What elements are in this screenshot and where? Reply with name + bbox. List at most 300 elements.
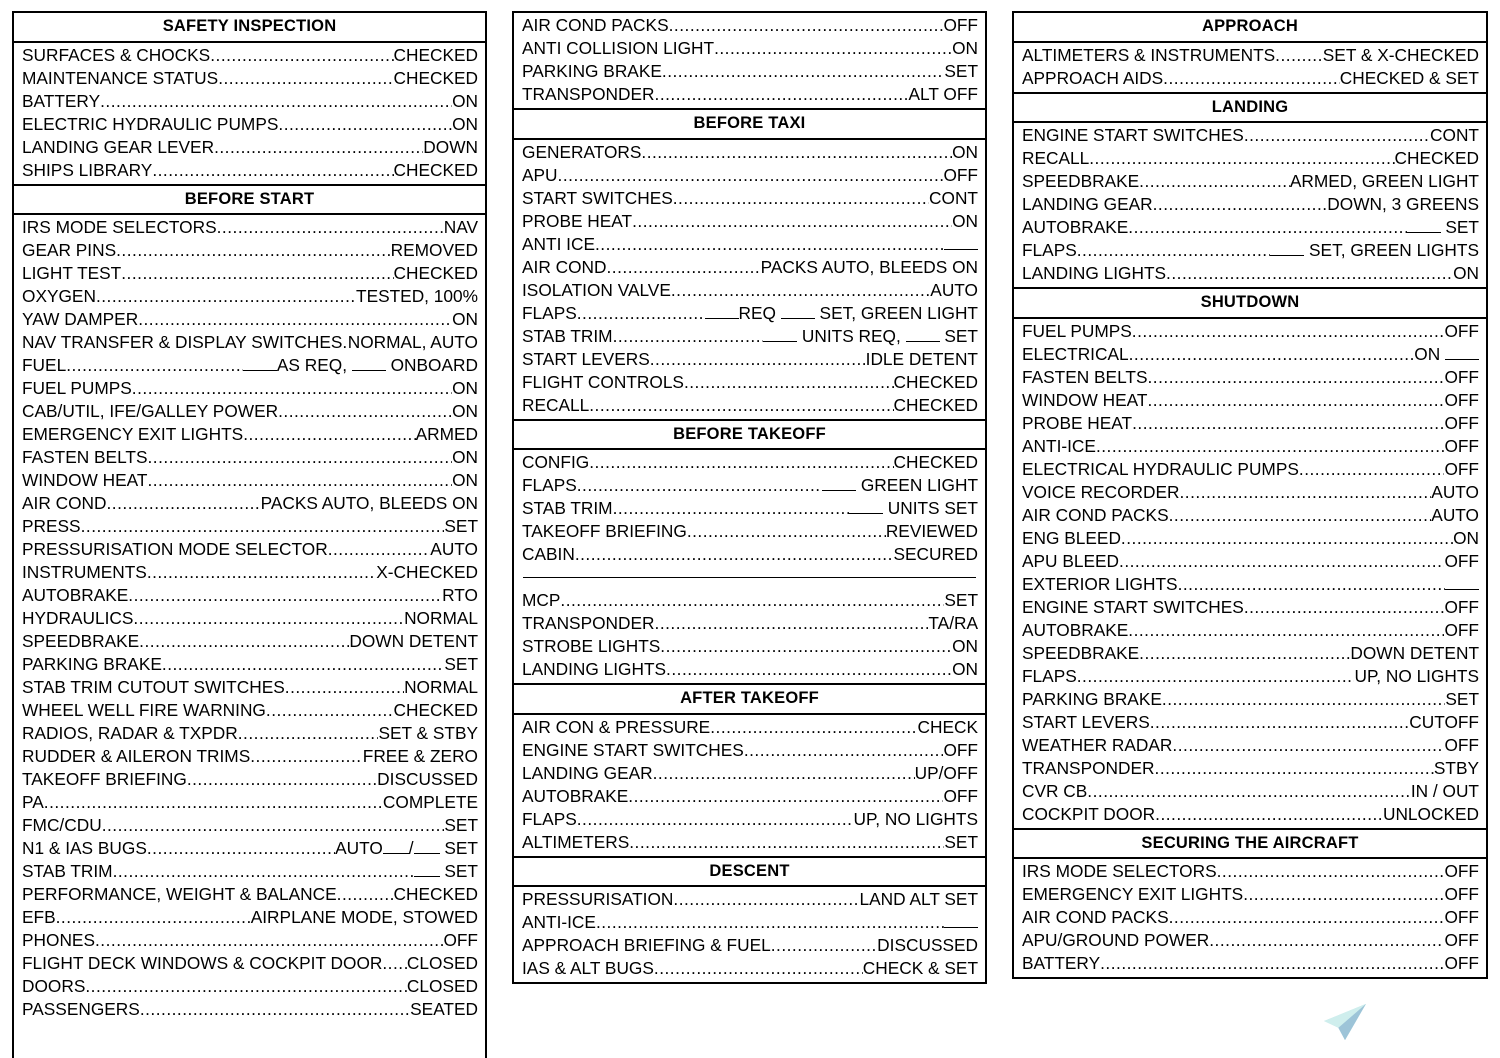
checklist-section	[512, 110, 987, 421]
checklist-row	[14, 630, 485, 653]
checklist-item-state: CHECKED	[893, 371, 978, 392]
dot-leader	[85, 975, 407, 992]
checklist-item-state: SET	[944, 590, 978, 611]
checklist-item-label: BATTERY	[1022, 953, 1101, 974]
checklist-item-state: ON	[952, 659, 978, 680]
dot-leader	[1299, 458, 1445, 475]
checklist-item-state: SET	[1407, 216, 1479, 239]
checklist-row	[14, 814, 485, 837]
dot-leader	[218, 67, 393, 84]
checklist-item-label: INSTRUMENTS	[22, 562, 147, 583]
checklist-item-state: RTO	[442, 585, 478, 606]
fill-in-blank[interactable]	[763, 325, 797, 341]
checklist-item-label: FMC/CDU	[22, 815, 102, 836]
checklist-item-state: OFF	[1444, 953, 1479, 974]
checklist-item-label: PERFORMANCE, WEIGHT & BALANCE	[22, 884, 337, 905]
dot-leader	[669, 14, 944, 31]
checklist-item-label: FLIGHT DECK WINDOWS & COCKPIT DOOR	[22, 953, 383, 974]
checklist-item-label: LANDING GEAR LEVER	[22, 136, 215, 157]
checklist-item-label: AIR COND PACKS	[522, 15, 669, 36]
dot-leader	[1139, 170, 1290, 187]
checklist-item-label: WEATHER RADAR	[1022, 734, 1173, 755]
checklist-item-label: PASSENGERS	[22, 999, 140, 1020]
checklist-item-state: OFF	[1444, 619, 1479, 640]
checklist-row	[14, 722, 485, 745]
checklist-item-label: LANDING GEAR	[1022, 194, 1153, 215]
checklist-row	[1014, 619, 1486, 642]
dot-leader	[714, 37, 952, 54]
checklist-item-label: AUTOBRAKE	[1022, 217, 1129, 238]
checklist-row	[14, 676, 485, 699]
fill-in-blank[interactable]	[822, 475, 856, 491]
checklist-row	[14, 113, 485, 136]
fill-in-blank[interactable]	[944, 233, 978, 249]
section-header: DESCENT	[514, 858, 985, 888]
checklist-item-state: PACKS AUTO, BLEEDS ON	[260, 493, 478, 514]
checklist-item-label: TRANSPONDER	[522, 613, 655, 634]
dot-leader	[382, 952, 407, 969]
checklist-row	[1014, 906, 1486, 929]
checklist-item-label: FLAPS	[1022, 665, 1077, 686]
section-body	[1014, 859, 1486, 977]
fill-in-blank[interactable]	[414, 838, 440, 854]
dot-leader	[250, 745, 363, 762]
dot-leader	[650, 348, 866, 365]
checklist-row	[514, 394, 985, 417]
checklist-row	[514, 934, 985, 957]
fill-in-blank[interactable]	[1445, 573, 1479, 589]
checklist-item-label: FUEL PUMPS	[22, 378, 132, 399]
dot-leader	[152, 159, 393, 176]
dot-leader	[595, 233, 944, 250]
checklist-item-label: GEAR PINS	[22, 240, 117, 261]
checklist-item-label: FUEL	[22, 355, 67, 376]
dot-leader	[771, 934, 877, 951]
dot-leader	[629, 831, 944, 848]
checklist-item-label: WINDOW HEAT	[22, 470, 148, 491]
checklist-item-label: ANTI COLLISION LIGHT	[522, 38, 715, 59]
checklist-item-state: UP, NO LIGHTS	[853, 808, 978, 829]
checklist-row	[514, 83, 985, 106]
checklist-item-state: CHECKED & SET	[1339, 67, 1479, 88]
fill-in-blank[interactable]	[705, 302, 739, 318]
checklist-item-label: START LEVERS	[1022, 711, 1150, 732]
checklist-item-state: AUTO	[1431, 504, 1479, 525]
checklist-item-label: TRANSPONDER	[522, 84, 655, 105]
checklist-item-state: REQ SET, GREEN LIGHT	[705, 302, 979, 325]
checklist-item-state: OFF	[1444, 366, 1479, 387]
checklist-item-state: ON	[1453, 527, 1479, 548]
dot-leader	[1077, 665, 1355, 682]
fill-in-blank[interactable]	[1407, 217, 1441, 233]
checklist-item-state: NAV	[443, 217, 478, 238]
checklist-item-state: OFF	[943, 164, 978, 185]
checklist-item-state: ON	[452, 401, 478, 422]
section-header: LANDING	[1014, 94, 1486, 124]
dot-leader	[710, 716, 917, 733]
fill-in-blank[interactable]	[906, 325, 940, 341]
checklist-row	[514, 658, 985, 681]
checklist-item-label: PRESSURISATION MODE SELECTOR	[22, 539, 328, 560]
dot-leader	[210, 44, 393, 61]
checklist-row	[1014, 193, 1486, 216]
checklist-item-state: CHECKED	[393, 700, 478, 721]
checklist-item-state: SET	[444, 815, 478, 836]
send-paper-plane-icon[interactable]	[1322, 1002, 1368, 1042]
checklist-item-label: RADIOS, RADAR & TXPDR	[22, 723, 238, 744]
dot-leader	[607, 256, 761, 273]
checklist-item-state: NORMAL, AUTO	[347, 332, 478, 353]
checklist-item-state: IN / OUT	[1410, 780, 1479, 801]
dot-leader	[654, 957, 863, 974]
checklist-item-label: EFB	[22, 907, 56, 928]
checklist-item-state: ARMED, GREEN LIGHT	[1289, 171, 1479, 192]
dot-leader	[100, 90, 452, 107]
dot-leader	[107, 492, 261, 509]
dot-leader	[113, 860, 414, 877]
checklist-item-state: OFF	[1444, 734, 1479, 755]
dot-leader	[589, 394, 893, 411]
checklist-row	[514, 164, 985, 187]
checklist-item-label: ELECTRICAL HYDRAULIC PUMPS	[1022, 458, 1299, 479]
checklist-row	[14, 67, 485, 90]
checklist-row	[1014, 596, 1486, 619]
checklist-item-state: OFF	[943, 739, 978, 760]
checklist-item-state: OFF	[1444, 861, 1479, 882]
checklist-row	[514, 497, 985, 520]
checklist-item-state: AUTO	[430, 539, 478, 560]
checklist-row	[1014, 550, 1486, 573]
section-header: BEFORE TAXI	[514, 110, 985, 140]
dot-leader	[653, 762, 915, 779]
checklist-item-label: PRESS	[22, 516, 81, 537]
checklist-item-label: IRS MODE SELECTORS	[22, 217, 217, 238]
checklist-item-label: TRANSPONDER	[1022, 757, 1155, 778]
dot-leader	[684, 371, 894, 388]
dot-leader	[673, 187, 929, 204]
dot-leader	[1275, 44, 1323, 61]
checklist-row	[514, 808, 985, 831]
checklist-item-label: RECALL	[522, 394, 590, 415]
checklist-row	[14, 159, 485, 182]
checklist-item-state: OFF	[1444, 435, 1479, 456]
dot-leader	[1166, 262, 1453, 279]
checklist-row	[1014, 44, 1486, 67]
checklist-item-state: DOWN, 3 GREENS	[1327, 194, 1479, 215]
checklist-item-label: STAB TRIM	[522, 498, 613, 519]
checklist-item-state: CLOSED	[406, 953, 478, 974]
dot-leader	[96, 285, 356, 302]
checklist-row	[1014, 170, 1486, 193]
checklist-section	[512, 11, 987, 110]
checklist-item-label: COCKPIT DOOR	[1022, 803, 1156, 824]
fill-in-blank[interactable]	[414, 861, 440, 877]
checklist-row	[14, 906, 485, 929]
checklist-item-label: SURFACES & CHOCKS	[22, 44, 211, 65]
fill-in-blank[interactable]	[944, 912, 978, 928]
checklist-row	[514, 325, 985, 348]
checklist-item-label: ISOLATION VALVE	[522, 279, 671, 300]
checklist-item-state: SET, GREEN LIGHTS	[1270, 239, 1479, 262]
dot-leader	[187, 768, 377, 785]
checklist-item-state: NORMAL	[404, 677, 478, 698]
dot-leader	[102, 814, 445, 831]
dot-leader	[1243, 883, 1444, 900]
checklist-item-label: GENERATORS	[522, 141, 642, 162]
checklist-item-label: IRS MODE SELECTORS	[1022, 861, 1217, 882]
dot-leader	[238, 722, 379, 739]
checklist-item-label: CVR CB	[1022, 780, 1088, 801]
checklist-row	[514, 60, 985, 83]
checklist-item-state: SET	[414, 860, 478, 883]
checklist-row	[1014, 780, 1486, 803]
fill-in-blank[interactable]	[1445, 343, 1479, 359]
checklist-section	[12, 11, 487, 186]
checklist-item-label: AUTOBRAKE	[1022, 619, 1129, 640]
checklist-row	[14, 262, 485, 285]
checklist-item-label: AIR COND	[522, 256, 607, 277]
checklist-section	[1012, 11, 1488, 94]
checklist-row	[14, 998, 485, 1021]
checklist-row	[1014, 952, 1486, 975]
checklist-item-state	[944, 233, 978, 256]
checklist-item-label: ANTI-ICE	[1022, 435, 1096, 456]
checklist-item-state: OFF	[1444, 884, 1479, 905]
checklist-item-label: PROBE HEAT	[1022, 412, 1133, 433]
fill-in-blank[interactable]	[352, 355, 386, 371]
checklist-item-label: STAB TRIM	[22, 861, 113, 882]
section-body	[514, 13, 985, 108]
checklist-item-state: CLOSED	[406, 976, 478, 997]
checklist-row	[14, 469, 485, 492]
section-header: SECURING THE AIRCRAFT	[1014, 830, 1486, 860]
checklist-item-state: AUTO / SET	[335, 838, 478, 859]
checklist-item-label: START SWITCHES	[522, 187, 673, 208]
checklist-item-label: N1 & IAS BUGS	[22, 838, 147, 859]
dot-leader	[1128, 216, 1406, 233]
section-header: SHUTDOWN	[1014, 289, 1486, 319]
checklist-item-label: FLAPS	[1022, 240, 1077, 261]
dot-leader	[589, 451, 893, 468]
checklist-row	[1014, 216, 1486, 239]
checklist-row	[14, 883, 485, 906]
checklist-item-label: EMERGENCY EXIT LIGHTS	[1022, 884, 1244, 905]
dot-leader	[613, 497, 849, 514]
checklist-item-label: SPEEDBRAKE	[1022, 171, 1140, 192]
checklist-item-label: PARKING BRAKE	[22, 654, 162, 675]
checklist-item-label: CAB/UTIL, IFE/GALLEY POWER	[22, 401, 279, 422]
dot-leader	[278, 113, 452, 130]
checklist-item-label: OXYGEN	[22, 286, 96, 307]
checklist-item-label: SPEEDBRAKE	[1022, 642, 1140, 663]
checklist-row	[1014, 883, 1486, 906]
section-body	[14, 43, 485, 184]
fill-in-blank[interactable]	[781, 302, 815, 318]
checklist-row	[14, 929, 485, 952]
checklist-row	[514, 256, 985, 279]
dot-leader	[128, 584, 442, 601]
checklist-item-state: DISCUSSED	[377, 769, 478, 790]
checklist-item-state: OFF	[1444, 412, 1479, 433]
checklist-item-state: CHECKED	[393, 159, 478, 180]
checklist-item-state: OFF	[443, 930, 478, 951]
checklist-item-state: REVIEWED	[885, 521, 978, 542]
checklist-item-label: APU BLEED	[1022, 550, 1120, 571]
checklist-item-label: ANTI ICE	[522, 233, 595, 254]
checklist-item-state: DOWN	[423, 136, 478, 157]
checklist-item-label: AIR COND PACKS	[1022, 504, 1169, 525]
checklist-item-label: PA	[22, 792, 44, 813]
section-header: APPROACH	[1014, 13, 1486, 43]
checklist-row	[514, 589, 985, 612]
checklist-row	[514, 762, 985, 785]
checklist-row	[14, 136, 485, 159]
checklist-item-state	[1445, 573, 1479, 596]
dot-leader	[1178, 573, 1445, 590]
checklist-item-state: OFF	[1444, 907, 1479, 928]
dot-leader	[1150, 711, 1409, 728]
fill-in-blank[interactable]	[1270, 240, 1304, 256]
checklist-row	[14, 90, 485, 113]
checklist-item-state: DOWN DETENT	[1350, 642, 1479, 663]
dot-leader	[162, 653, 445, 670]
checklist-row	[514, 348, 985, 371]
checklist-item-state	[944, 911, 978, 934]
checklist-item-state: AUTO	[930, 279, 978, 300]
checklist-item-label: FLAPS	[522, 302, 577, 323]
checklist-item-label: APPROACH BRIEFING & FUEL	[522, 935, 771, 956]
checklist-item-label: HYDRAULICS	[22, 608, 134, 629]
dot-leader	[628, 785, 943, 802]
checklist-row	[14, 308, 485, 331]
checklist-item-state: STBY	[1433, 757, 1479, 778]
checklist-row	[14, 745, 485, 768]
checklist-row	[14, 492, 485, 515]
fill-in-blank[interactable]	[383, 838, 409, 854]
section-subdivider	[514, 566, 985, 589]
checklist-item-state: OFF	[1444, 550, 1479, 571]
dot-leader	[95, 929, 443, 946]
checklist-item-state: LAND ALT SET	[859, 889, 978, 910]
dot-leader	[285, 676, 404, 693]
checklist-row	[514, 233, 985, 256]
checklist-column-middle	[512, 11, 987, 984]
checklist-row	[14, 446, 485, 469]
dot-leader	[1139, 642, 1350, 659]
section-trailing-rule	[14, 1044, 485, 1058]
checklist-item-state: CHECK	[917, 716, 978, 737]
checklist-item-label: EXTERIOR LIGHTS	[1022, 573, 1178, 594]
checklist-item-label: FASTEN BELTS	[1022, 366, 1148, 387]
dot-leader	[1244, 124, 1430, 141]
checklist-item-state: SET & STBY	[378, 723, 478, 744]
dot-leader	[613, 325, 764, 342]
checklist-section	[1012, 830, 1488, 980]
checklist-row	[514, 831, 985, 854]
dot-leader	[1132, 412, 1444, 429]
dot-leader	[1172, 734, 1444, 751]
checklist-item-label: ENGINE START SWITCHES	[522, 739, 744, 760]
dot-leader	[132, 377, 452, 394]
fill-in-blank[interactable]	[243, 355, 277, 371]
checklist-item-label: FLIGHT CONTROLS	[522, 371, 684, 392]
dot-leader	[1119, 550, 1444, 567]
checklist-item-label: STROBE LIGHTS	[522, 636, 661, 657]
checklist-item-label: APU	[522, 164, 558, 185]
checklist-item-state: CONT	[1430, 125, 1479, 146]
dot-leader	[655, 83, 909, 100]
checklist-row	[14, 400, 485, 423]
checklist-item-state: ON	[952, 636, 978, 657]
checklist-row	[1014, 412, 1486, 435]
checklist-item-label: WHEEL WELL FIRE WARNING	[22, 700, 266, 721]
checklist-item-state: ON	[452, 378, 478, 399]
checklist-item-label: MCP	[522, 590, 561, 611]
section-header: AFTER TAKEOFF	[514, 685, 985, 715]
dot-leader	[214, 136, 423, 153]
checklist-item-state: CONT	[929, 187, 978, 208]
checklist-section	[12, 186, 487, 1058]
dot-leader	[138, 308, 452, 325]
checklist-row	[514, 635, 985, 658]
checklist-row	[514, 543, 985, 566]
checklist-section	[1012, 94, 1488, 290]
checklist-row	[14, 699, 485, 722]
checklist-item-label: START LEVERS	[522, 348, 650, 369]
checklist-row	[1014, 320, 1486, 343]
dot-leader	[632, 210, 952, 227]
dot-leader	[243, 423, 415, 440]
checklist-item-label: AIR COND	[22, 493, 107, 514]
checklist-row	[514, 279, 985, 302]
checklist-item-label: ALTIMETERS	[522, 831, 630, 852]
dot-leader	[577, 808, 854, 825]
checklist-item-state: ON	[452, 470, 478, 491]
checklist-item-state: TA/RA	[928, 613, 978, 634]
dot-leader	[577, 302, 705, 319]
checklist-item-state: CHECKED	[393, 263, 478, 284]
dot-leader	[147, 446, 452, 463]
dot-leader	[744, 739, 944, 756]
checklist-row	[14, 44, 485, 67]
dot-leader	[1087, 780, 1411, 797]
checklist-row	[14, 216, 485, 239]
dot-leader	[1089, 147, 1394, 164]
checklist-item-state: AIRPLANE MODE, STOWED	[250, 907, 478, 928]
checklist-row	[514, 451, 985, 474]
checklist-row	[14, 837, 485, 860]
checklist-item-state: OFF	[1444, 458, 1479, 479]
dot-leader	[121, 262, 393, 279]
checklist-item-label: LANDING GEAR	[522, 762, 653, 783]
checklist-item-label: STAB TRIM	[522, 325, 613, 346]
checklist-item-label: PROBE HEAT	[522, 210, 633, 231]
fill-in-blank[interactable]	[849, 498, 883, 514]
dot-leader	[81, 515, 445, 532]
checklist-item-state: AS REQ, ONBOARD	[243, 354, 478, 377]
checklist-row	[1014, 67, 1486, 90]
checklist-item-state: SET	[944, 61, 978, 82]
checklist-item-state: ON	[452, 309, 478, 330]
checklist-row	[514, 520, 985, 543]
dot-leader	[1209, 929, 1444, 946]
checklist-row	[514, 785, 985, 808]
checklist-item-label: PRESSURISATION	[522, 889, 674, 910]
checklist-row	[14, 354, 485, 377]
dot-leader	[147, 561, 376, 578]
checklist-item-label: AIR COND PACKS	[1022, 907, 1169, 928]
dot-leader	[1163, 67, 1340, 84]
